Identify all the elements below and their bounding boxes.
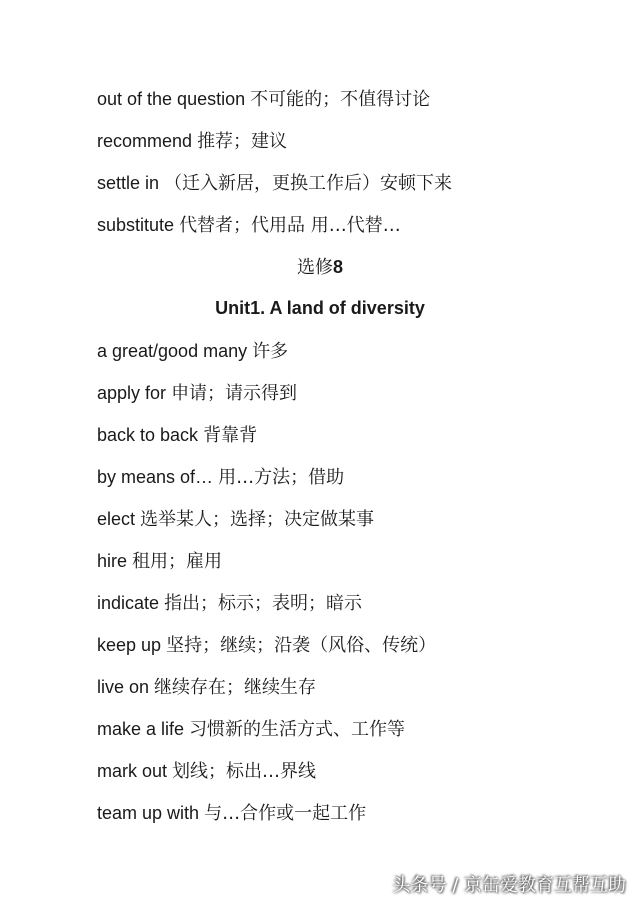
- vocab-term: keep up: [97, 635, 162, 655]
- vocab-entry: [97, 87, 430, 112]
- section-title-number: 8: [332, 257, 343, 277]
- vocab-entry: [97, 381, 297, 406]
- vocab-meaning: 与…合作或一起工作: [204, 803, 367, 824]
- vocab-term: recommend: [97, 131, 193, 151]
- vocab-term: mark out: [97, 761, 168, 781]
- vocab-entry: [97, 717, 405, 742]
- vocab-term: out of the question: [97, 89, 246, 109]
- vocab-entry: [97, 507, 374, 532]
- vocab-entry: [97, 213, 401, 238]
- vocab-meaning: 选举某人；选择；决定做某事: [140, 509, 375, 530]
- vocab-entry: [97, 465, 344, 490]
- vocab-term: team up with: [97, 803, 200, 823]
- vocab-entry: [97, 591, 362, 616]
- vocab-meaning: 指出；标示；表明；暗示: [164, 593, 363, 614]
- vocab-entry: [97, 633, 436, 658]
- vocab-entry: [97, 423, 257, 448]
- vocab-meaning: 继续存在；继续生存: [154, 677, 317, 698]
- vocab-term: by means of…: [97, 467, 214, 487]
- vocab-term: back to back: [97, 425, 199, 445]
- section-title-text: 选修: [296, 257, 333, 277]
- vocab-term: live on: [97, 677, 150, 697]
- vocab-meaning: 代替者；代用品 用…代替…: [179, 215, 401, 236]
- vocab-entry: [97, 171, 452, 196]
- vocab-meaning: 不可能的；不值得讨论: [250, 89, 431, 110]
- vocab-entry: [97, 675, 316, 700]
- vocab-entry: [97, 339, 288, 364]
- vocab-meaning: 用…方法；借助: [218, 467, 345, 488]
- vocab-term: a great/good many: [97, 341, 248, 361]
- vocab-entry: [97, 759, 316, 784]
- vocab-entry: [97, 801, 366, 826]
- vocab-term: substitute: [97, 215, 175, 235]
- vocab-meaning: 划线；标出…界线: [172, 761, 317, 782]
- vocab-term: indicate: [97, 593, 160, 613]
- vocab-term: hire: [97, 551, 128, 571]
- unit-title: Unit1. A land of diversity: [215, 298, 425, 318]
- vocab-meaning: 习惯新的生活方式、工作等: [189, 719, 406, 740]
- watermark: 头条号 / 京缶爱教育互帮互助: [392, 875, 626, 896]
- vocab-meaning: 租用；雇用: [132, 551, 223, 572]
- vocab-entry: [97, 129, 287, 154]
- section-title: [0, 255, 640, 279]
- vocab-term: settle in: [97, 173, 160, 193]
- vocab-meaning: 背靠背: [203, 425, 258, 446]
- vocab-meaning: 推荐；建议: [197, 131, 288, 152]
- vocab-meaning: （迁入新居，更换工作后）安顿下来: [164, 173, 453, 194]
- vocab-term: elect: [97, 509, 136, 529]
- vocab-term: apply for: [97, 383, 167, 403]
- vocab-meaning: 许多: [252, 341, 289, 362]
- vocab-meaning: 申请；请示得到: [171, 383, 298, 404]
- vocab-term: make a life: [97, 719, 185, 739]
- vocab-meaning: 坚持；继续；沿袭（风俗、传统）: [166, 635, 437, 656]
- vocab-entry: [97, 549, 222, 574]
